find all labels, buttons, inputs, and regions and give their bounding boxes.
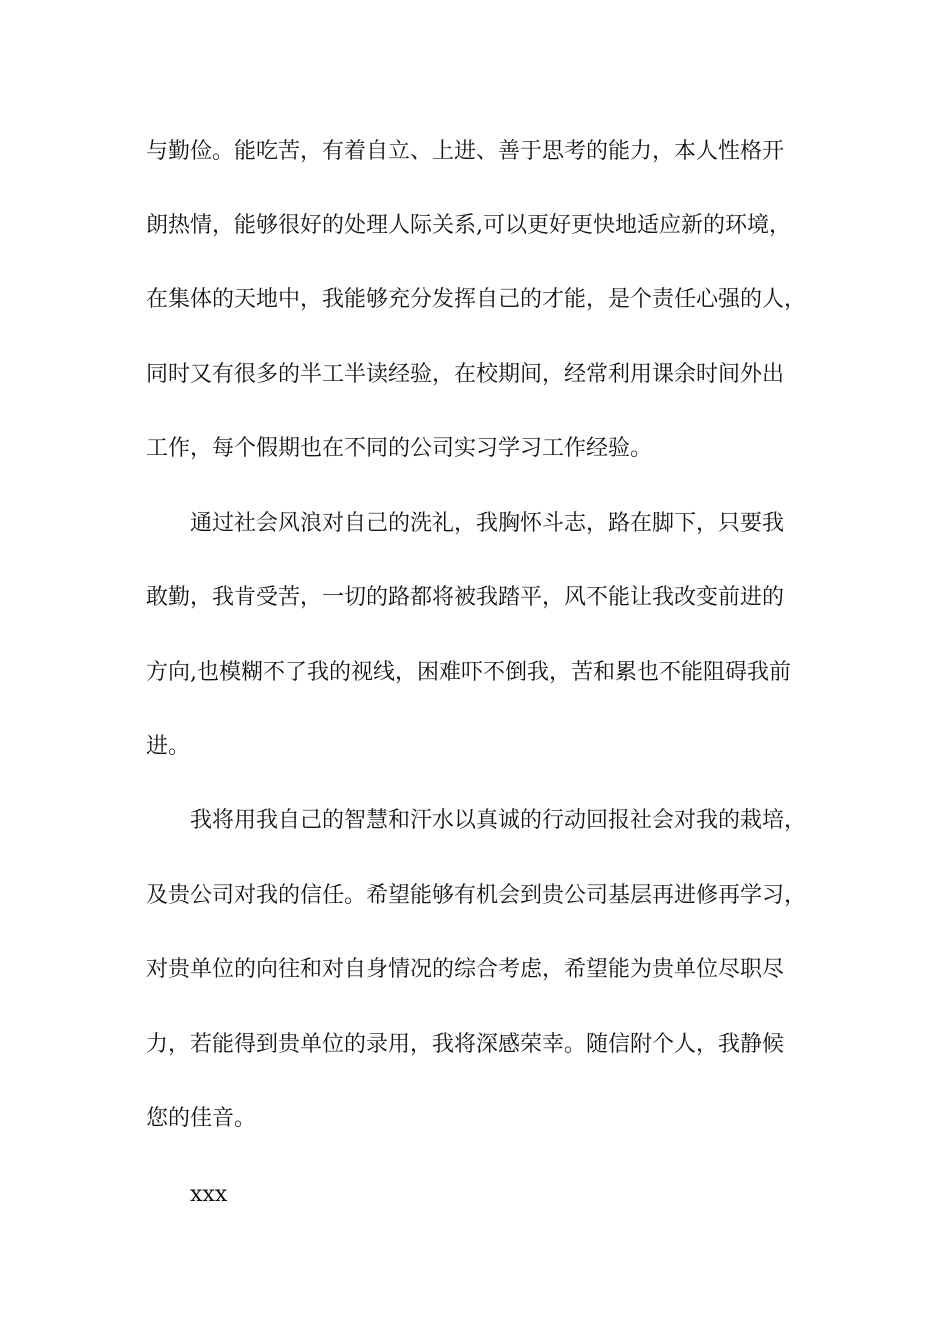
text-line: 方向,也模糊不了我的视线，困难吓不倒我，苦和累也不能阻碍我前 xyxy=(146,660,791,685)
text-line: 同时又有很多的半工半读经验，在校期间，经常利用课余时间外出 xyxy=(146,362,785,387)
text-line: 力，若能得到贵单位的录用，我将深感荣幸。随信附个人，我静候 xyxy=(146,1032,785,1057)
text-line: 您的佳音。 xyxy=(146,1106,257,1131)
text-line: 朗热情，能够很好的处理人际关系,可以更好更快地适应新的环境， xyxy=(146,213,791,238)
paragraph-start-line: 我将用我自己的智慧和汗水以真诚的行动回报社会对我的栽培， xyxy=(190,808,807,833)
text-line: 在集体的天地中，我能够充分发挥自己的才能，是个责任心强的人， xyxy=(146,287,807,312)
text-line: 工作，每个假期也在不同的公司实习学习工作经验。 xyxy=(146,436,653,461)
text-line: 敢勤，我肯受苦，一切的路都将被我踏平，风不能让我改变前进的 xyxy=(146,585,785,610)
signature: xxx xyxy=(190,1182,228,1207)
paragraph-start-line: 通过社会风浪对自己的洗礼，我胸怀斗志，路在脚下，只要我 xyxy=(190,511,785,536)
text-line: 对贵单位的向往和对自身情况的综合考虑，希望能为贵单位尽职尽 xyxy=(146,957,785,982)
text-line: 进。 xyxy=(146,734,191,759)
text-line: 及贵公司对我的信任。希望能够有机会到贵公司基层再进修再学习， xyxy=(146,883,807,908)
text-line: 与勤俭。能吃苦，有着自立、上进、善于思考的能力，本人性格开 xyxy=(146,139,785,164)
